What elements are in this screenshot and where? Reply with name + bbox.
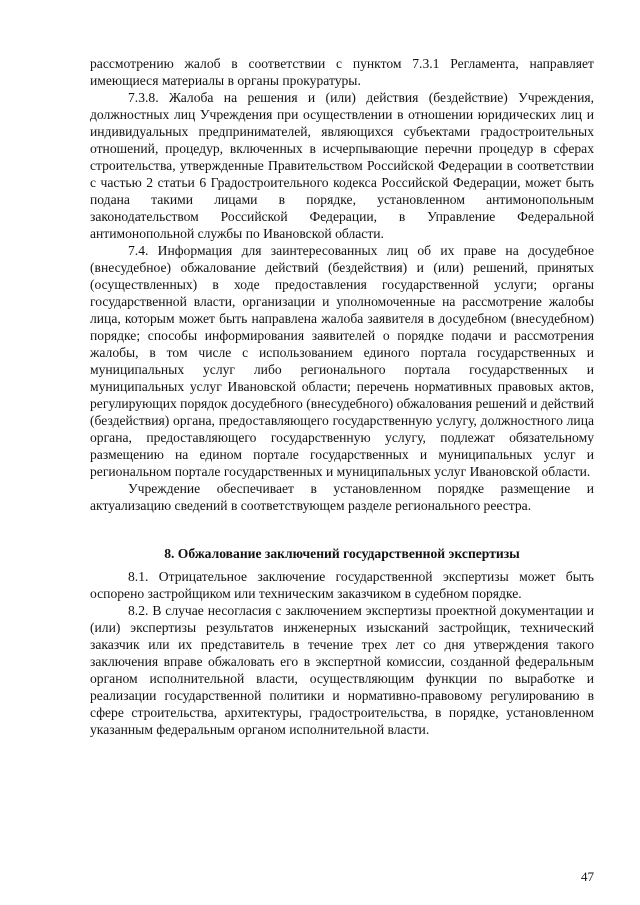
paragraph-8-2: 8.2. В случае несогласия с заключением экспертизы проектной документации и (или) экспертизы результатов инженерных изысканий застройщик, технический заказчик или их представитель в течение трех лет со дня утверждения такого заключения вправе обжаловать его в экспертной комиссии, созданной федеральным органом исполнительной власти, осуществляющим функции по выработке и реализации государственной политики и нормативно-правовому регулированию в сфере строительства, архитектуры, градостроительства, в порядке, установленном указанным федеральным органом исполнительной власти.: [90, 603, 594, 737]
page-number: 47: [581, 869, 594, 884]
paragraph-continuation: рассмотрению жалоб в соответствии с пунктом 7.3.1 Регламента, направляет имеющиеся материалы в органы прокуратуры.: [90, 56, 594, 88]
paragraph-7-4: 7.4. Информация для заинтересованных лиц об их праве на досудебное (внесудебное) обжалование действий (бездействия) и (или) решений, принятых (осуществленных) в ходе предоставления государственной услуги; органы государственной власти, организации и уполномоченные на рассмотрение жалобы лица, которым может быть направлена жалоба заявителя в досудебном (внесудебном) порядке; способы информирования заявителей о порядке подачи и рассмотрения жалобы, в том числе с использованием единого портала государственных и муниципальных услуг либо регионального портала государственных и муниципальных услуг Ивановской области; перечень нормативных правовых актов, регулирующих порядок досудебного (внесудебного) обжалования решений и действий (бездействия) органа, предоставляющего государственную услугу, должностного лица органа, предоставляющего государственную услугу, подлежат обязательному размещению на едином портале государственных и муниципальных услуг и региональном портале государственных и муниципальных услуг Ивановской области.: [90, 243, 594, 479]
page-body: [90, 55, 594, 738]
section-heading-8: 8. Обжалование заключений государственной экспертизы: [164, 546, 520, 561]
paragraph-7-3-8: 7.3.8. Жалоба на решения и (или) действия (бездействие) Учреждения, должностных лиц Учреждения при осуществлении в отношении юридических лиц и индивидуальных предпринимателей, являющихся субъектами градостроительных отношений, процедур, включенных в исчерпывающие перечни процедур в сферах строительства, утвержденные Правительством Российской Федерации в соответствии с частью 2 статьи 6 Градостроительного кодекса Российской Федерации, может быть подана такими лицами в порядке, установленном антимонопольным законодательством Российской Федерации, в Управление Федеральной антимонопольной службы по Ивановской области.: [90, 90, 594, 241]
paragraph-registry-update: Учреждение обеспечивает в установленном порядке размещение и актуализацию сведений в соответствующем разделе регионального реестра.: [90, 481, 594, 513]
paragraph-8-1: 8.1. Отрицательное заключение государственной экспертизы может быть оспорено застройщиком или техническим заказчиком в судебном порядке.: [90, 569, 594, 601]
